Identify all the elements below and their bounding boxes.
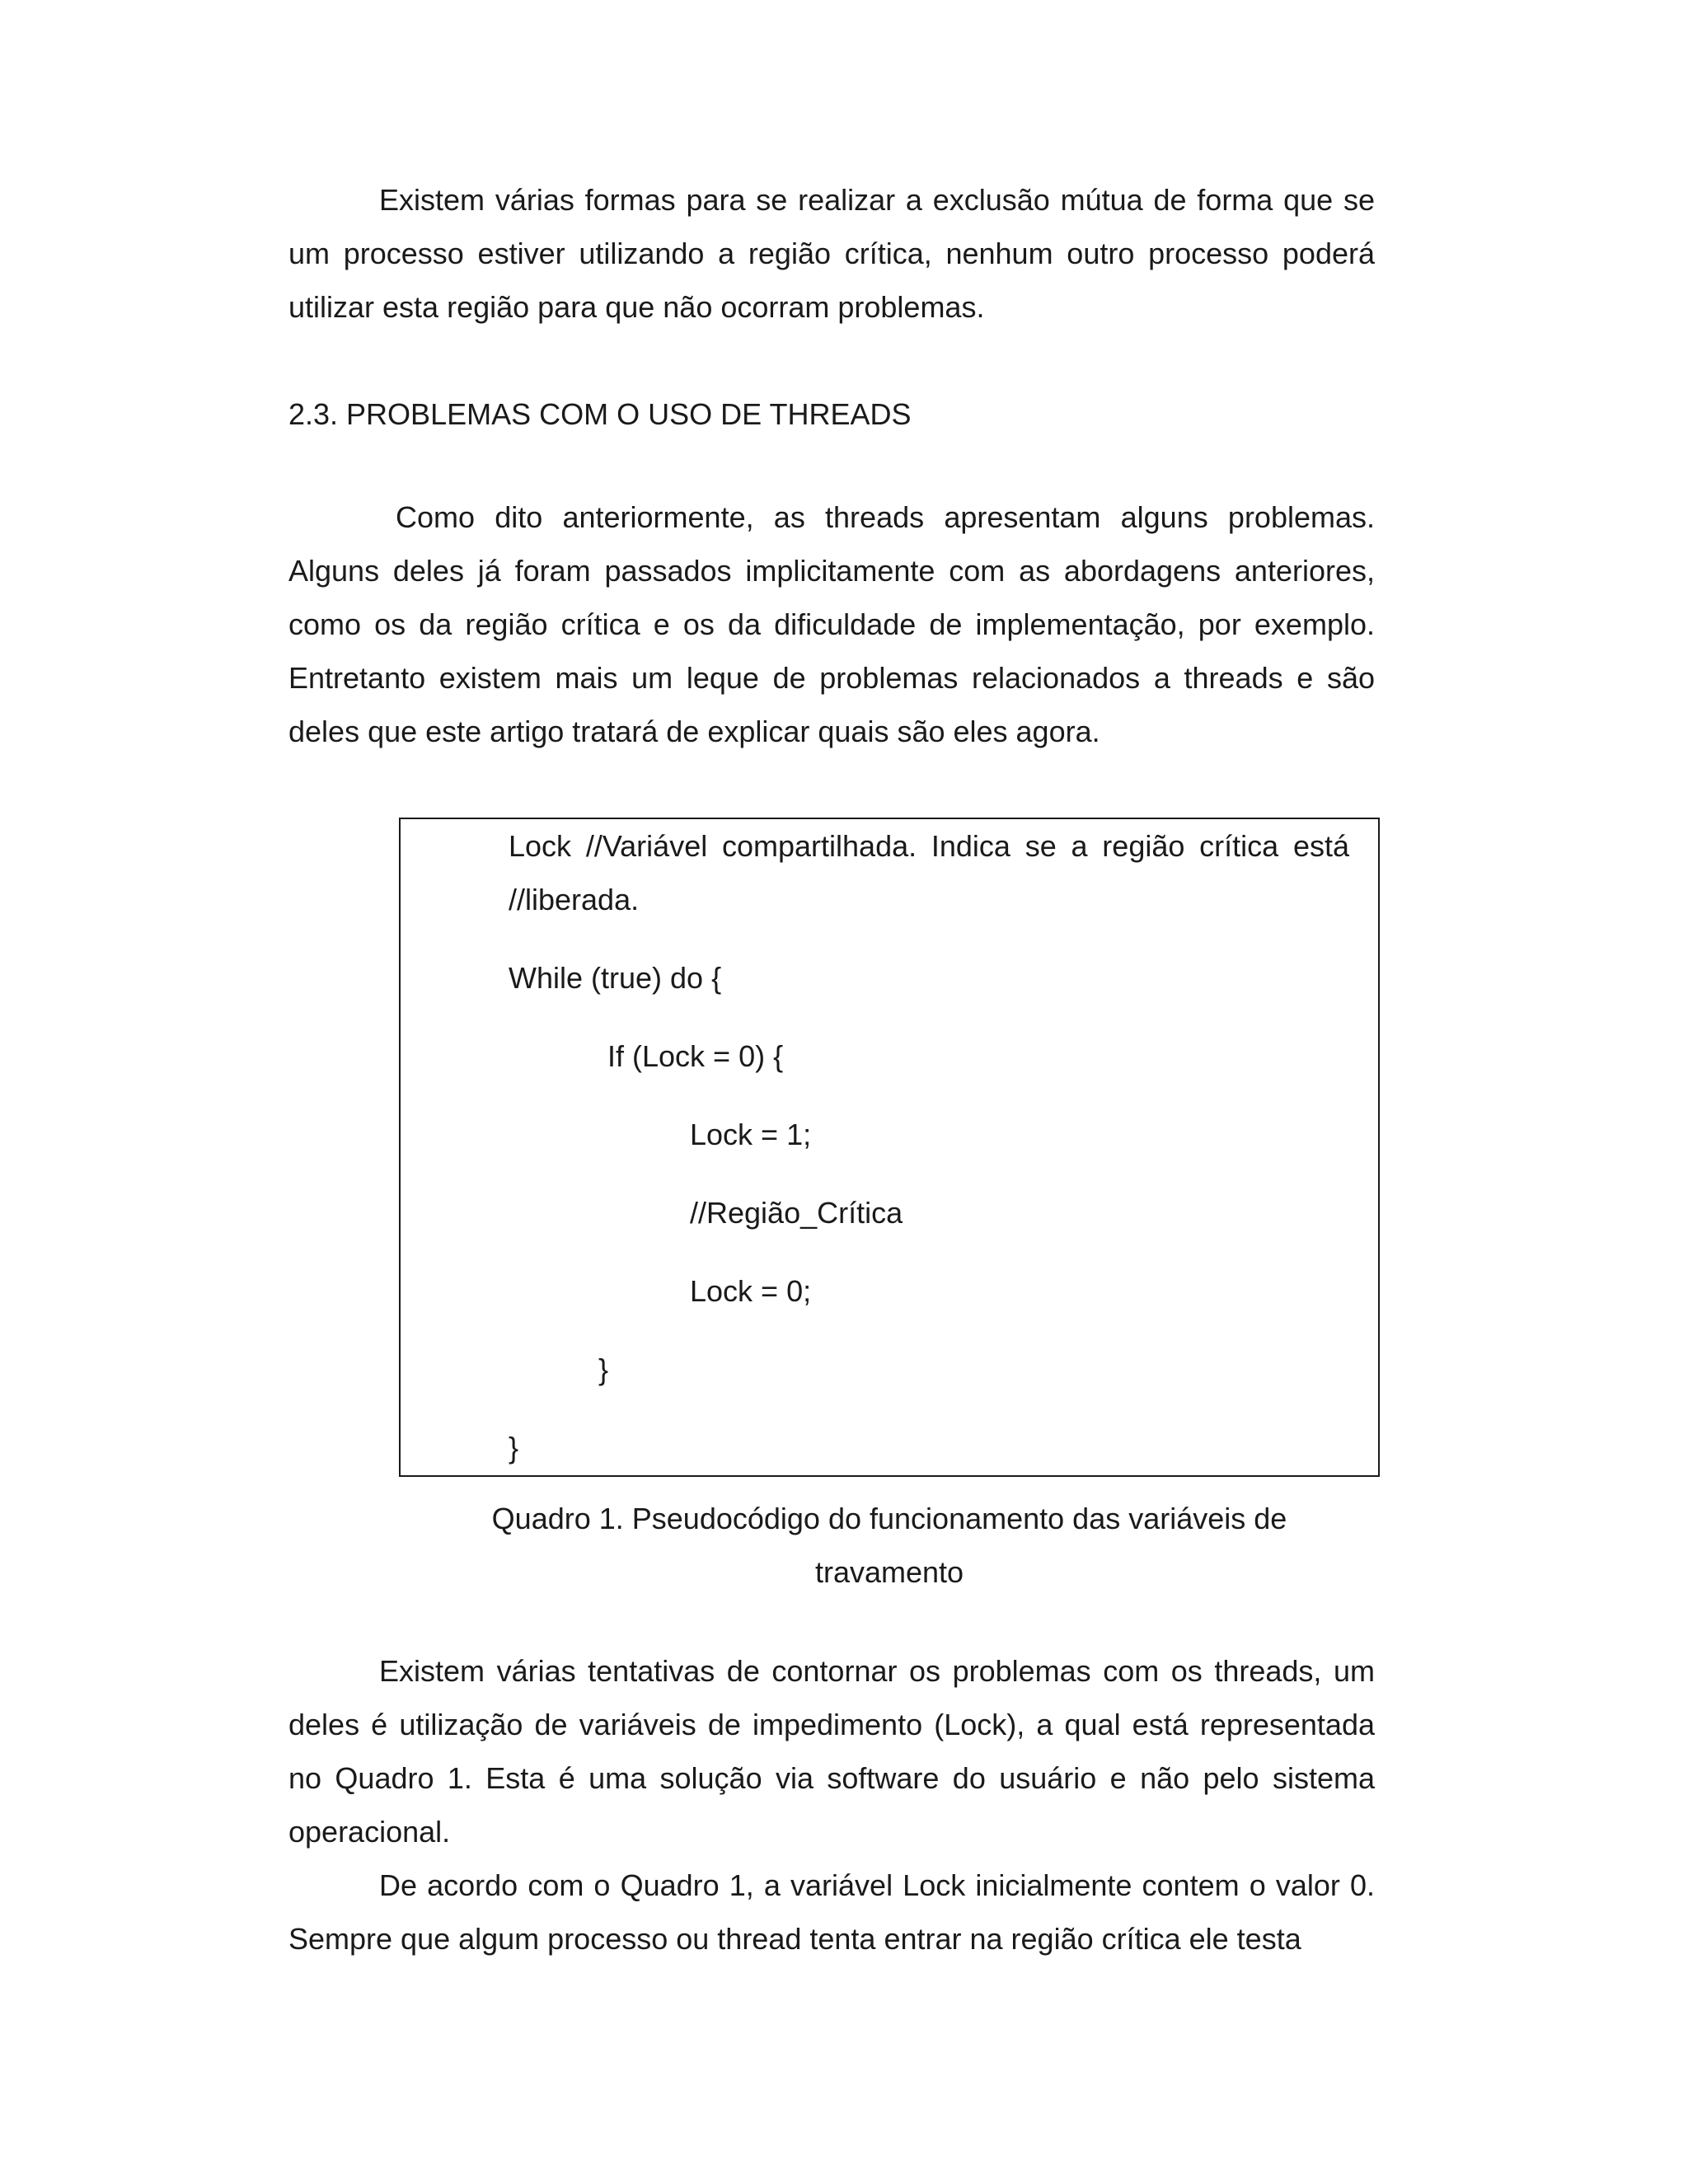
paragraph-mutual-exclusion: Existem várias formas para se realizar a exclusão mútua de forma que se um processo estiver utilizando a região crítica, nenhum outro processo poderá utilizar esta região para que não ocorram problemas. xyxy=(288,183,1375,324)
caption-line-2: travamento xyxy=(814,1555,964,1589)
caption-line-1: Quadro 1. Pseudocódigo do funcionamento das variáveis de xyxy=(491,1502,1287,1535)
code-line-if: If (Lock = 0) { xyxy=(607,1039,784,1073)
code-line-while-close: } xyxy=(509,1431,519,1465)
code-line-if-close: } xyxy=(598,1352,609,1386)
code-line-lock-reset: Lock = 0; xyxy=(690,1274,812,1308)
figure-caption xyxy=(399,1492,1380,1599)
code-line-while: While (true) do { xyxy=(509,961,722,995)
code-line-critical-region: //Região_Crítica xyxy=(690,1196,903,1230)
paragraph-lock-explanation: De acordo com o Quadro 1, a variável Lock inicialmente contem o valor 0. Sempre que algum processo ou thread tenta entrar na região crítica ele testa xyxy=(288,1868,1375,1956)
code-line-lock-set: Lock = 1; xyxy=(690,1118,812,1151)
pseudocode-box xyxy=(399,818,1380,1477)
paragraph-lock-attempts: Existem várias tentativas de contornar os problemas com os threads, um deles é utilização de variáveis de impedimento (Lock), a qual está representada no Quadro 1. Esta é uma solução via software do usuário e não pelo sistema operacional. xyxy=(288,1654,1375,1849)
code-line-lock-declaration: Lock //Variável compartilhada. Indica se a região crítica está //liberada. xyxy=(509,829,1349,916)
section-heading: 2.3. PROBLEMAS COM O USO DE THREADS xyxy=(288,397,912,431)
paragraph-thread-problems: Como dito anteriormente, as threads apresentam alguns problemas. Alguns deles já foram passados implicitamente com as abordagens anteriores, como os da região crítica e os da dificuldade de implementação, por exemplo. Entretanto existem mais um leque de problemas relacionados a threads e são deles que este artigo tratará de explicar quais são eles agora. xyxy=(288,500,1375,748)
